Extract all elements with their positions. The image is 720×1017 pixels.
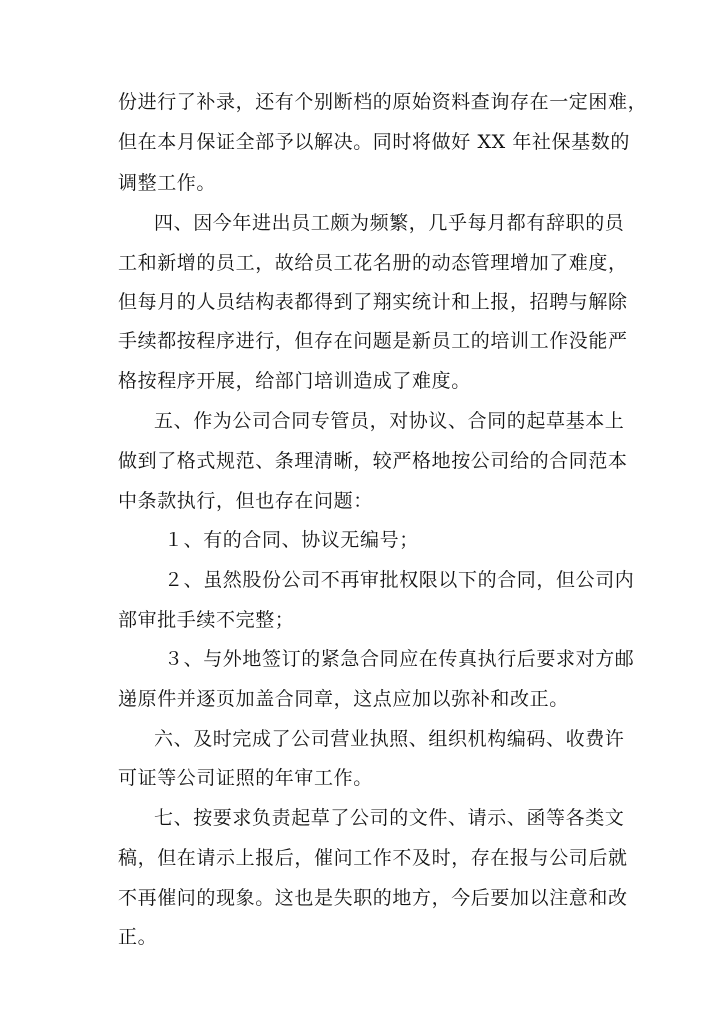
- text-line: １、有的合同、协议无编号；: [164, 529, 419, 551]
- text-line: 中条款执行，但也存在问题：: [118, 490, 373, 512]
- text-line: 可证等公司证照的年审工作。: [118, 767, 373, 789]
- text-line: 工和新增的员工，故给员工花名册的动态管理增加了难度，: [118, 252, 628, 274]
- text-line: 六、及时完成了公司营业执照、组织机构编码、收费许: [154, 728, 625, 750]
- text-line: 手续都按程序进行，但存在问题是新员工的培训工作没能严: [118, 330, 628, 352]
- text-line: 但每月的人员结构表都得到了翔实统计和上报，招聘与解除: [118, 291, 628, 313]
- text-line: 格按程序开展，给部门培训造成了难度。: [118, 370, 471, 392]
- text-line: ３、与外地签订的紧急合同应在传真执行后要求对方邮: [164, 648, 635, 670]
- text-line: 不再催问的现象。这也是失职的地方，今后要加以注意和改: [118, 887, 628, 909]
- text-line: 稿，但在请示上报后，催问工作不及时，存在报与公司后就: [118, 847, 628, 869]
- text-line: 正。: [118, 926, 158, 948]
- text-line: 调整工作。: [118, 172, 217, 194]
- text-line: 递原件并逐页加盖合同章，这点应加以弥补和改正。: [118, 688, 569, 710]
- text-line: 部审批手续不完整；: [118, 609, 295, 631]
- text-line: 份进行了补录，还有个别断档的原始资料查询存在一定困难，: [118, 91, 648, 113]
- text-line: 五、作为公司合同专管员，对协议、合同的起草基本上: [154, 410, 625, 432]
- text-line: 但在本月保证全部予以解决。同时将做好 XX 年社保基数的: [118, 131, 630, 153]
- text-line: 做到了格式规范、条理清晰，较严格地按公司给的合同范本: [118, 450, 628, 472]
- text-line: 七、按要求负责起草了公司的文件、请示、函等各类文: [154, 807, 625, 829]
- text-line: 四、因今年进出员工颇为频繁，几乎每月都有辞职的员: [154, 212, 625, 234]
- text-line: ２、虽然股份公司不再审批权限以下的合同，但公司内: [164, 569, 635, 591]
